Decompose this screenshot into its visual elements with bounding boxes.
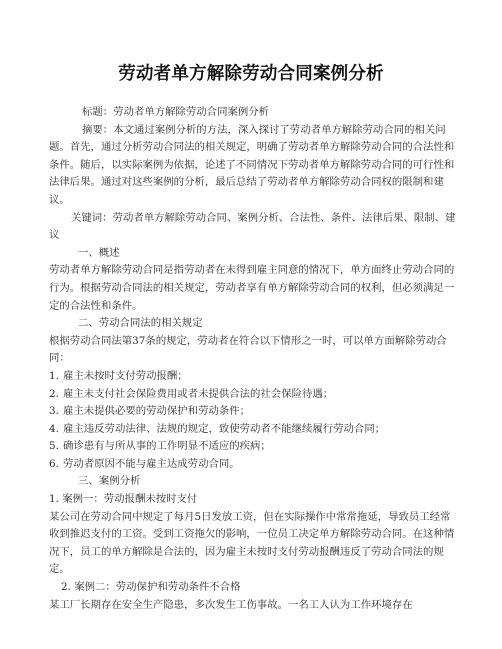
list-text: 确诊患有与所从事的工作明显不适应的疾病； xyxy=(63,440,271,453)
list-number: 3. xyxy=(49,405,59,418)
list-item xyxy=(49,438,457,456)
law-intro-paragraph: 根据劳动合同法第37条的规定，劳动者在符合以下情形之一时，可以单方面解除劳动合同： xyxy=(49,334,447,365)
list-number: 1. xyxy=(49,369,59,382)
case-two-heading: 2. 案例二：劳动保护和劳动条件不合格 xyxy=(61,581,241,594)
abstract-paragraph: 摘要：本文通过案例分析的方法，深入探讨了劳动者单方解除劳动合同的相关问题。首先，通过分析劳动合同法的相关规定，明确了劳动者单方解除劳动合同的合法性和条件。随后，以实际案例为依据，论述了不同情况下劳动者单方解除劳动合同的可行性和法律后果。通过对这些案例的分析，最后总结了劳动者单方解除劳动合同权的限制和建议。 xyxy=(49,123,455,206)
list-text: 雇主未按时支付劳动报酬； xyxy=(63,369,188,382)
list-item xyxy=(49,456,457,474)
list-number: 2. xyxy=(49,387,59,400)
section-heading-cases: 三、案例分析 xyxy=(78,475,141,488)
overview-paragraph: 劳动者单方解除劳动合同是指劳动者在未得到雇主同意的情况下，单方面终止劳动合同的行为。根据劳动合同法的相关规定，劳动者享有单方解除劳动合同的权利，但必须满足一定的合法性和条件。 xyxy=(49,264,455,312)
list-item xyxy=(49,421,457,439)
list-number: 4. xyxy=(49,422,59,435)
list-number: 5. xyxy=(49,440,59,453)
case-one-heading: 1. 案例一：劳动报酬未按时支付 xyxy=(49,493,198,506)
list-text: 雇主未提供必要的劳动保护和劳动条件； xyxy=(63,405,251,418)
section-heading-overview: 一、概述 xyxy=(78,246,120,259)
list-text: 劳动者原因不能与雇主达成劳动合同。 xyxy=(63,457,240,470)
header-line: 标题：劳动者单方解除劳动合同案例分析 xyxy=(82,106,270,118)
document-title: 劳动者单方解除劳动合同案例分析 xyxy=(118,64,384,84)
list-text: 雇主违反劳动法律、法规的规定，致使劳动者不能继续履行劳动合同； xyxy=(63,422,386,435)
list-item xyxy=(49,368,457,386)
keywords-paragraph: 关键词：劳动者单方解除劳动合同、案例分析、合法性、条件、法律后果、限制、建议 xyxy=(49,211,456,242)
case-two-paragraph: 某工厂长期存在安全生产隐患，多次发生工伤事故。一名工人认为工作环境存在 xyxy=(49,598,413,611)
case-one-paragraph: 某公司在劳动合同中规定了每月5日发放工资，但在实际操作中常常拖延，导致员工经常收到推迟支付的工资。受到工资拖欠的影响，一位员工决定单方解除劳动合同。在这种情况下，员工的单方解除是合法的，因为雇主未按时支付劳动报酬违反了劳动合同法的规定。 xyxy=(49,510,455,576)
document-body xyxy=(49,104,457,614)
list-text: 雇主未支付社会保险费用或者未提供合法的社会保险待遇； xyxy=(63,387,334,400)
list-number: 6. xyxy=(49,457,59,470)
list-item xyxy=(49,403,457,421)
section-heading-law: 二、劳动合同法的相关规定 xyxy=(78,317,203,330)
list-item xyxy=(49,386,457,404)
